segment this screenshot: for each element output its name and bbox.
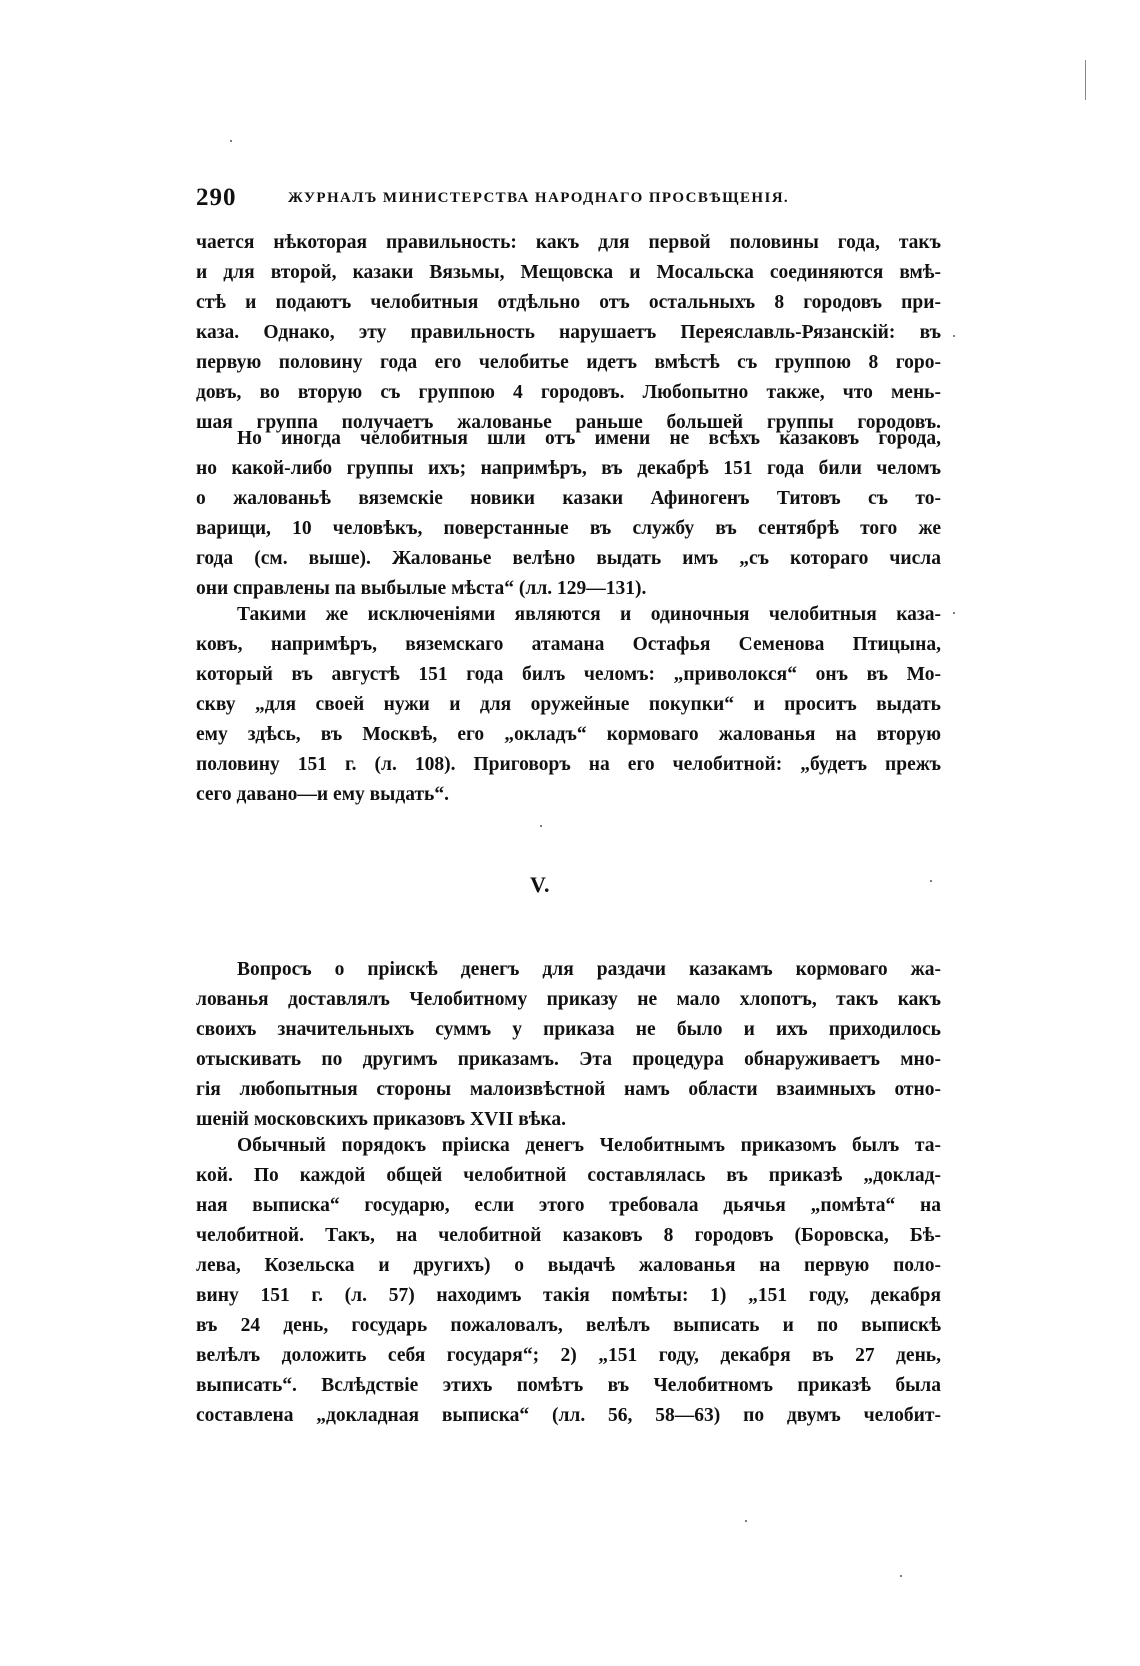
- text-line: скву „для своей нужи и для оружейные покупки“ и проситъ выдать: [196, 694, 941, 715]
- text-line: чается нѣкоторая правильность: какъ для первой половины года, такъ: [196, 232, 941, 253]
- text-line: который въ августѣ 151 года билъ челомъ: „приволокся“ онъ въ Мо-: [196, 664, 941, 685]
- scan-artifact: [230, 140, 232, 142]
- text-line: кой. По каждой общей челобитной составлялась въ приказѣ „доклад-: [196, 1165, 941, 1186]
- running-title: ЖУРНАЛЪ МИНИСТЕРСТВА НАРОДНАГО ПРОСВѢЩЕНІЯ.: [288, 190, 790, 206]
- paragraph-5: [196, 1131, 941, 1431]
- text-line: лева, Козельска и другихъ) о выдачѣ жалованья на первую поло-: [196, 1255, 941, 1276]
- scan-artifact: [540, 825, 542, 827]
- page-header: [196, 184, 941, 218]
- text-line: о жалованьѣ вяземскіе новики казаки Афиногенъ Титовъ съ то-: [196, 488, 941, 509]
- text-line: года (см. выше). Жалованье велѣно выдать имъ „съ котораго числа: [196, 548, 941, 569]
- text-line: Такими же исключеніями являются и одиночныя челобитныя каза-: [237, 604, 941, 625]
- text-line: но какой-либо группы ихъ; напримѣръ, въ декабрѣ 151 года били челомъ: [196, 458, 941, 479]
- text-line: стѣ и подаютъ челобитныя отдѣльно отъ остальныхъ 8 городовъ при-: [196, 292, 941, 313]
- paragraph-4: [196, 955, 941, 1135]
- text-line: половину 151 г. (л. 108). Приговоръ на его челобитной: „будетъ прежъ: [196, 754, 941, 775]
- scan-artifact: [1085, 60, 1086, 100]
- text-line: шеній московскихъ приказовъ XVII вѣка.: [196, 1109, 566, 1130]
- text-line: въ 24 день, государь пожаловалъ, велѣлъ выписать и по выпискѣ: [196, 1315, 941, 1336]
- text-line: шая группа получаетъ жалованье раньше большей группы городовъ.: [196, 412, 941, 433]
- text-line: каза. Однако, эту правильность нарушаетъ Переяславль-Рязанскій: въ: [196, 322, 941, 343]
- text-line: варищи, 10 человѣкъ, поверстанные въ службу въ сентябрѣ того же: [196, 518, 941, 539]
- text-line: они справлены па выбылые мѣста“ (лл. 129—131).: [196, 578, 647, 599]
- text-line: и для второй, казаки Вязьмы, Мещовска и Мосальска соединяются вмѣ-: [196, 262, 941, 283]
- scan-artifact: [900, 1575, 902, 1577]
- page-number: 290: [196, 184, 237, 211]
- paragraph-1: [196, 228, 941, 438]
- text-line: лованья доставлялъ Челобитному приказу не мало хлопотъ, такъ какъ: [196, 989, 941, 1010]
- text-line: челобитной. Такъ, на челобитной казаковъ 8 городовъ (Боровска, Бѣ-: [196, 1225, 941, 1246]
- text-line: ему здѣсь, въ Москвѣ, его „окладъ“ кормоваго жалованья на вторую: [196, 724, 941, 745]
- text-line: велѣлъ доложить себя государя“; 2) „151 году, декабря въ 27 день,: [196, 1345, 941, 1366]
- text-line: сего давано—и ему выдать“.: [196, 784, 449, 805]
- text-line: довъ, во вторую съ группою 4 городовъ. Любопытно также, что мень-: [196, 382, 941, 403]
- text-line: ковъ, напримѣръ, вяземскаго атамана Остафья Семенова Птицына,: [196, 634, 941, 655]
- text-line: своихъ значительныхъ суммъ у приказа не было и ихъ приходилось: [196, 1019, 941, 1040]
- scan-artifact: [953, 612, 955, 614]
- scan-artifact: [745, 1520, 747, 1522]
- text-line: Но иногда челобитныя шли отъ имени не всѣхъ казаковъ города,: [237, 428, 941, 449]
- section-heading: V.: [530, 872, 551, 897]
- text-line: гія любопытныя стороны малоизвѣстной намъ области взаимныхъ отно-: [196, 1079, 941, 1100]
- scan-artifact: [930, 880, 932, 882]
- text-line: составлена „докладная выписка“ (лл. 56, 58—63) по двумъ челобит-: [196, 1405, 941, 1426]
- text-line: Вопросъ о пріискѣ денегъ для раздачи казакамъ кормоваго жа-: [237, 959, 941, 980]
- text-line: выписать“. Вслѣдствіе этихъ помѣтъ въ Челобитномъ приказѣ была: [196, 1375, 941, 1396]
- paragraph-3: [196, 600, 941, 810]
- scan-artifact: [953, 335, 955, 337]
- text-line: вину 151 г. (л. 57) находимъ такія помѣты: 1) „151 году, декабря: [196, 1285, 941, 1306]
- text-line: первую половину года его челобитье идетъ вмѣстѣ съ группою 8 горо-: [196, 352, 941, 373]
- text-line: Обычный порядокъ пріиска денегъ Челобитнымъ приказомъ былъ та-: [237, 1135, 941, 1156]
- text-line: ная выписка“ государю, если этого требовала дьячья „помѣта“ на: [196, 1195, 941, 1216]
- paragraph-2: [196, 424, 941, 604]
- text-line: отыскивать по другимъ приказамъ. Эта процедура обнаруживаетъ мно-: [196, 1049, 941, 1070]
